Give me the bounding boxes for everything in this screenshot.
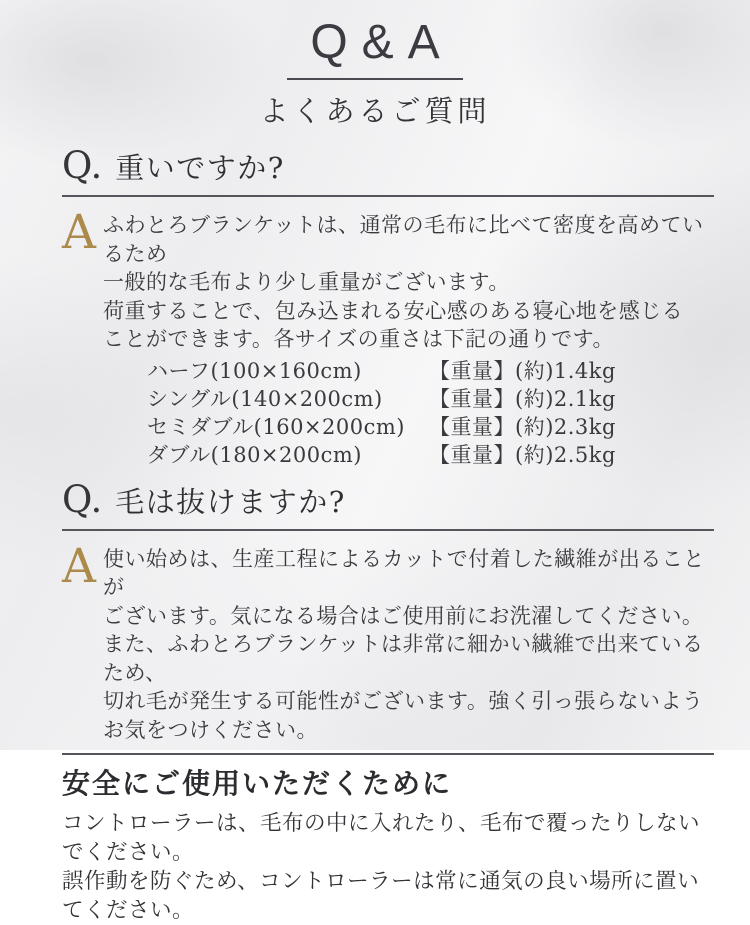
size-cell: シングル(140×200cm) bbox=[147, 386, 383, 411]
answer-text bbox=[103, 211, 714, 469]
answer-label: A bbox=[62, 538, 96, 594]
weight-table bbox=[147, 357, 714, 469]
page-subtitle: よくあるご質問 bbox=[259, 94, 491, 128]
table-row bbox=[147, 413, 714, 441]
safety-section bbox=[62, 753, 714, 925]
answer-line: 荷重することで、包み込まれる安心感のある寝心地を感じる bbox=[103, 298, 684, 323]
page-title: Q&A bbox=[310, 16, 454, 69]
question-row-shedding bbox=[62, 478, 714, 531]
safety-line: 誤作動を防ぐため、コントローラーは常に通気の良い場所に置いてください。 bbox=[62, 869, 700, 923]
faq-item-weight bbox=[62, 144, 714, 469]
answer-line: ことができます。各サイズの重さは下記の通りです。 bbox=[103, 327, 614, 351]
table-row bbox=[147, 357, 714, 385]
safety-heading: 安全にご使用いただくために bbox=[62, 767, 453, 800]
answer-row-weight bbox=[62, 205, 714, 469]
safety-line: コントローラーは、毛布の中に入れたり、毛布で覆ったりしないでください。 bbox=[62, 811, 701, 865]
question-label: Q. bbox=[62, 477, 103, 521]
question-text: 毛は抜けますか? bbox=[115, 484, 346, 519]
question-label: Q. bbox=[62, 144, 103, 187]
weight-cell: 【重量】(約)2.1kg bbox=[429, 386, 616, 411]
size-cell: ダブル(180×200cm) bbox=[147, 442, 362, 467]
question-row-weight bbox=[62, 144, 714, 197]
answer-line: 使い始めは、生産工程によるカットで付着した繊維が出ることが bbox=[103, 546, 705, 599]
answer-text bbox=[103, 545, 714, 745]
answer-label: A bbox=[62, 205, 96, 260]
weight-cell: 【重量】(約)2.3kg bbox=[429, 414, 616, 439]
weight-cell: 【重量】(約)1.4kg bbox=[429, 358, 616, 383]
answer-line: 一般的な毛布より少し重量がございます。 bbox=[103, 270, 510, 294]
answer-line: また、ふわとろブランケットは非常に細かい繊維で出来ているため、 bbox=[103, 632, 704, 685]
page-header bbox=[0, 18, 750, 130]
answer-line: お気をつけください。 bbox=[103, 717, 318, 742]
size-cell: セミダブル(160×200cm) bbox=[147, 414, 405, 439]
answer-line: ふわとろブランケットは、通常の毛布に比べて密度を高めているため bbox=[103, 213, 704, 266]
table-row bbox=[147, 441, 714, 469]
answer-row-shedding bbox=[62, 538, 714, 745]
question-text: 重いですか? bbox=[115, 151, 285, 185]
weight-cell: 【重量】(約)2.5kg bbox=[429, 442, 616, 467]
table-row bbox=[147, 385, 714, 413]
answer-line: ございます。気になる場合はご使用前にお洗濯してください。 bbox=[103, 603, 704, 628]
size-cell: ハーフ(100×160cm) bbox=[147, 358, 362, 383]
faq-item-shedding bbox=[62, 478, 714, 745]
title-divider bbox=[287, 78, 463, 80]
answer-line: 切れ毛が発生する可能性がございます。強く引っ張らないよう bbox=[103, 689, 704, 713]
